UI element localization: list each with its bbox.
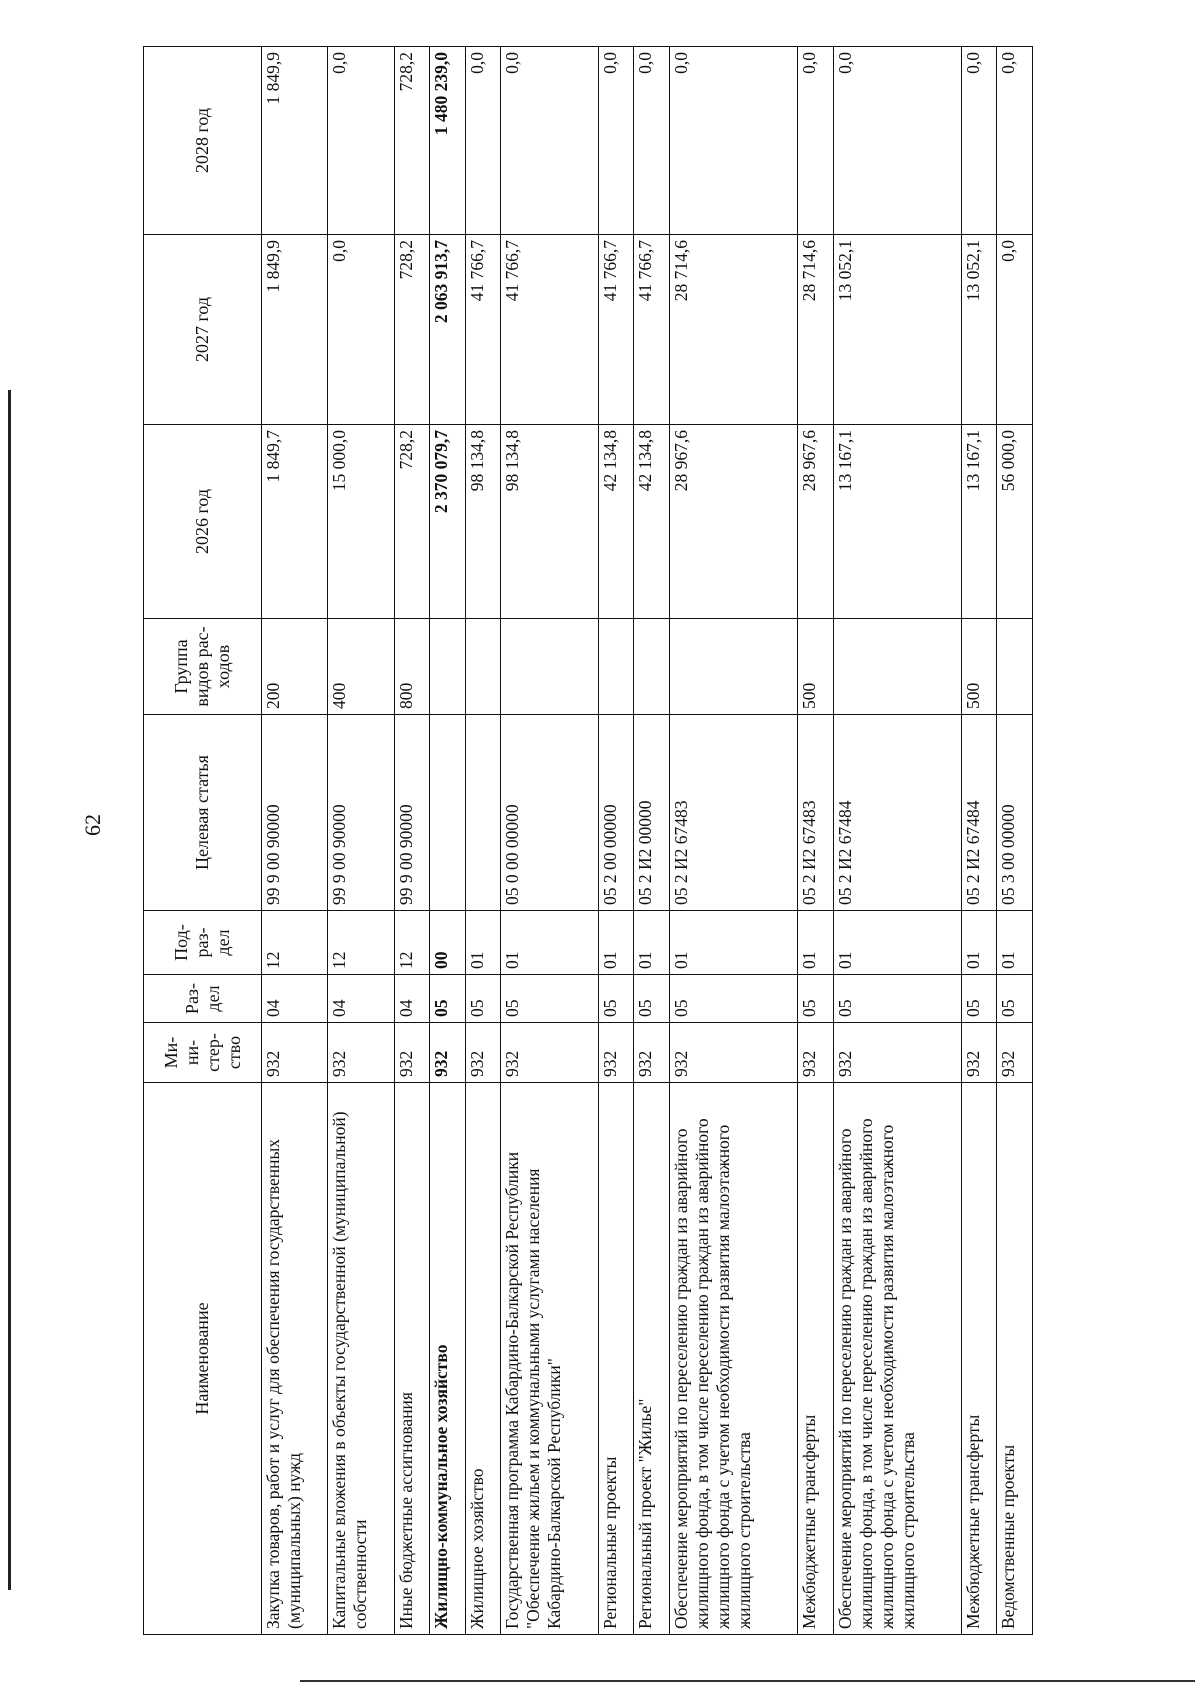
cell-name: Межбюджетные трансферты [962, 1083, 997, 1635]
cell-ministry: 932 [798, 1023, 833, 1083]
cell-2028: 0,0 [669, 47, 798, 235]
cell-2026: 28 967,6 [669, 425, 798, 619]
cell-2027: 41 766,7 [465, 235, 500, 425]
cell-name: Межбюджетные трансферты [798, 1083, 833, 1635]
cell-2026: 13 167,1 [962, 425, 997, 619]
cell-2028: 0,0 [501, 47, 598, 235]
table-row [798, 47, 833, 1635]
cell-subsection: 01 [465, 911, 500, 975]
cell-2027: 41 766,7 [634, 235, 669, 425]
cell-section: 05 [598, 975, 633, 1023]
header-target: Целевая статья [144, 715, 262, 911]
cell-2026: 728,2 [394, 425, 429, 619]
cell-2027: 0,0 [997, 235, 1033, 425]
cell-2028: 0,0 [997, 47, 1033, 235]
cell-group: 400 [328, 619, 394, 715]
cell-2026: 13 167,1 [833, 425, 962, 619]
cell-target: 05 2 И2 67483 [669, 715, 798, 911]
cell-target: 05 3 00 00000 [997, 715, 1033, 911]
cell-name: Региональные проекты [598, 1083, 633, 1635]
cell-target: 05 2 И2 67484 [833, 715, 962, 911]
table-row-section-total [430, 47, 465, 1635]
header-2027: 2027 год [144, 235, 262, 425]
header-section: Раз-дел [144, 975, 262, 1023]
cell-2027: 1 849,9 [262, 235, 328, 425]
cell-name: Закупка товаров, работ и услуг для обеспечения государственных (муниципальных) нужд [262, 1083, 328, 1635]
cell-group [465, 619, 500, 715]
cell-2028: 728,2 [394, 47, 429, 235]
cell-group [430, 619, 465, 715]
cell-2028: 0,0 [962, 47, 997, 235]
cell-subsection: 01 [598, 911, 633, 975]
cell-section: 05 [465, 975, 500, 1023]
cell-section: 05 [430, 975, 465, 1023]
cell-ministry: 932 [465, 1023, 500, 1083]
rotated-table-container [143, 47, 1033, 1635]
cell-section: 05 [669, 975, 798, 1023]
cell-subsection: 12 [262, 911, 328, 975]
cell-2028: 0,0 [598, 47, 633, 235]
header-2026: 2026 год [144, 425, 262, 619]
cell-group: 200 [262, 619, 328, 715]
cell-group [501, 619, 598, 715]
cell-section: 04 [328, 975, 394, 1023]
table-row [833, 47, 962, 1635]
cell-ministry: 932 [501, 1023, 598, 1083]
cell-2028: 0,0 [833, 47, 962, 235]
cell-ministry: 932 [634, 1023, 669, 1083]
left-margin-rule [8, 390, 11, 1590]
header-subsection: Под-раз-дел [144, 911, 262, 975]
cell-2026: 1 849,7 [262, 425, 328, 619]
cell-2027: 13 052,1 [962, 235, 997, 425]
cell-subsection: 12 [394, 911, 429, 975]
cell-group [634, 619, 669, 715]
cell-section: 05 [798, 975, 833, 1023]
cell-group: 500 [798, 619, 833, 715]
cell-target: 05 0 00 00000 [501, 715, 598, 911]
table-row [598, 47, 633, 1635]
cell-2028: 0,0 [328, 47, 394, 235]
cell-2026: 98 134,8 [501, 425, 598, 619]
cell-target: 05 2 И2 67483 [798, 715, 833, 911]
cell-target [430, 715, 465, 911]
cell-2028: 1 480 239,0 [430, 47, 465, 235]
cell-2028: 0,0 [465, 47, 500, 235]
cell-2026: 42 134,8 [598, 425, 633, 619]
bottom-scan-rule [300, 1680, 1195, 1682]
cell-2026: 2 370 079,7 [430, 425, 465, 619]
cell-ministry: 932 [962, 1023, 997, 1083]
cell-target [465, 715, 500, 911]
cell-name: Региональный проект "Жилье" [634, 1083, 669, 1635]
cell-ministry: 932 [997, 1023, 1033, 1083]
cell-2027: 28 714,6 [669, 235, 798, 425]
table-row [669, 47, 798, 1635]
table-row [501, 47, 598, 1635]
cell-name: Обеспечение мероприятий по переселению граждан из аварийного жилищного фонда, в том числе переселению граждан из аварийного жилищного фонда с учетом необходимости развития малоэтажного жилищного строительства [833, 1083, 962, 1635]
cell-2028: 0,0 [634, 47, 669, 235]
cell-subsection: 01 [501, 911, 598, 975]
cell-subsection: 01 [634, 911, 669, 975]
cell-subsection: 01 [997, 911, 1033, 975]
cell-section: 05 [997, 975, 1033, 1023]
cell-2026: 56 000,0 [997, 425, 1033, 619]
cell-section: 05 [634, 975, 669, 1023]
cell-2027: 28 714,6 [798, 235, 833, 425]
cell-section: 04 [262, 975, 328, 1023]
table-row [328, 47, 394, 1635]
cell-section: 05 [833, 975, 962, 1023]
cell-target: 99 9 00 90000 [394, 715, 429, 911]
cell-name: Жилищное хозяйство [465, 1083, 500, 1635]
cell-group: 800 [394, 619, 429, 715]
cell-subsection: 01 [669, 911, 798, 975]
header-name: Наименование [144, 1083, 262, 1635]
cell-section: 04 [394, 975, 429, 1023]
cell-name: Государственная программа Кабардино-Балкарской Республики "Обеспечение жильем и коммунальными услугами населения Кабардино-Балкарской Республики" [501, 1083, 598, 1635]
cell-2027: 0,0 [328, 235, 394, 425]
cell-ministry: 932 [669, 1023, 798, 1083]
table-row [634, 47, 669, 1635]
cell-2028: 0,0 [798, 47, 833, 235]
header-ministry: Ми-ни-стер-ство [144, 1023, 262, 1083]
cell-section: 05 [962, 975, 997, 1023]
cell-target: 99 9 00 90000 [262, 715, 328, 911]
budget-table [143, 46, 1033, 1635]
cell-2026: 98 134,8 [465, 425, 500, 619]
cell-name: Жилищно-коммунальное хозяйство [430, 1083, 465, 1635]
cell-target: 99 9 00 90000 [328, 715, 394, 911]
cell-group [833, 619, 962, 715]
cell-subsection: 01 [833, 911, 962, 975]
table-row [997, 47, 1033, 1635]
cell-ministry: 932 [394, 1023, 429, 1083]
header-2028: 2028 год [144, 47, 262, 235]
cell-2026: 28 967,6 [798, 425, 833, 619]
table-row [465, 47, 500, 1635]
cell-2026: 15 000,0 [328, 425, 394, 619]
cell-2027: 41 766,7 [501, 235, 598, 425]
cell-ministry: 932 [833, 1023, 962, 1083]
cell-2027: 41 766,7 [598, 235, 633, 425]
cell-2026: 42 134,8 [634, 425, 669, 619]
cell-subsection: 01 [798, 911, 833, 975]
cell-group [669, 619, 798, 715]
cell-group: 500 [962, 619, 997, 715]
page-number: 62 [80, 814, 105, 836]
cell-target: 05 2 И2 67484 [962, 715, 997, 911]
cell-name: Ведомственные проекты [997, 1083, 1033, 1635]
cell-name: Обеспечение мероприятий по переселению граждан из аварийного жилищного фонда, в том числе переселению граждан из аварийного жилищного фонда с учетом необходимости развития малоэтажного жилищного строительства [669, 1083, 798, 1635]
cell-ministry: 932 [598, 1023, 633, 1083]
table-row [394, 47, 429, 1635]
cell-2027: 2 063 913,7 [430, 235, 465, 425]
table-row [962, 47, 997, 1635]
table-header-row [144, 47, 262, 1635]
cell-ministry: 932 [262, 1023, 328, 1083]
cell-target: 05 2 И2 00000 [634, 715, 669, 911]
cell-group [598, 619, 633, 715]
table-row [262, 47, 328, 1635]
cell-subsection: 00 [430, 911, 465, 975]
cell-name: Иные бюджетные ассигнования [394, 1083, 429, 1635]
cell-name: Капитальные вложения в объекты государственной (муниципальной) собственности [328, 1083, 394, 1635]
cell-group [997, 619, 1033, 715]
header-expense-group: Группа видов рас-ходов [144, 619, 262, 715]
cell-2027: 728,2 [394, 235, 429, 425]
cell-subsection: 01 [962, 911, 997, 975]
cell-ministry: 932 [328, 1023, 394, 1083]
cell-2028: 1 849,9 [262, 47, 328, 235]
cell-subsection: 12 [328, 911, 394, 975]
cell-ministry: 932 [430, 1023, 465, 1083]
cell-2027: 13 052,1 [833, 235, 962, 425]
cell-section: 05 [501, 975, 598, 1023]
cell-target: 05 2 00 00000 [598, 715, 633, 911]
